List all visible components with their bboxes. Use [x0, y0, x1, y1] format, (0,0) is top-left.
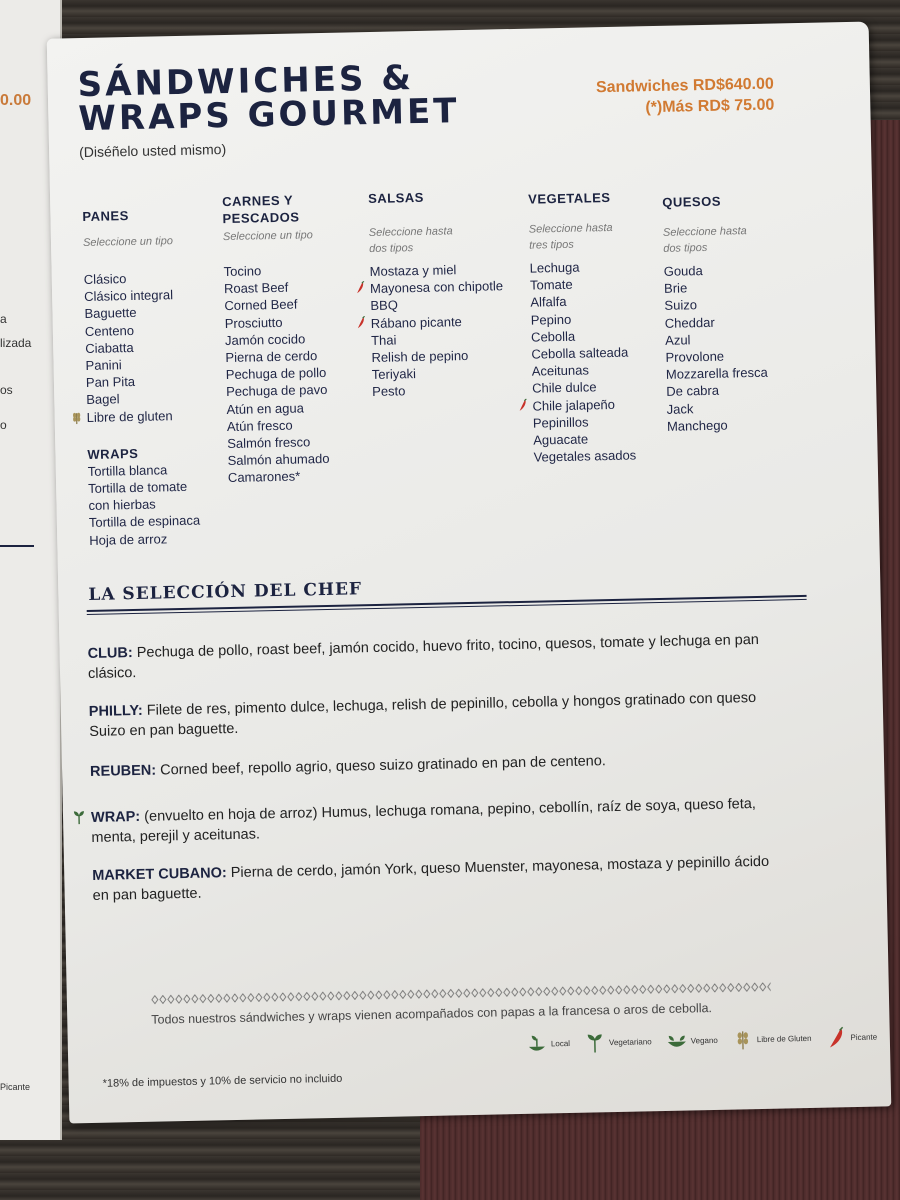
quesos-column: [662, 191, 807, 435]
previous-page-fragment: lizada: [0, 336, 32, 350]
list-item: Atún en agua: [226, 400, 305, 417]
chef-item-name: REUBEN:: [89, 762, 157, 780]
panes-heading: PANES: [82, 208, 129, 225]
chili-pepper-icon: [357, 316, 366, 329]
list-item: Aguacate: [533, 431, 589, 448]
chef-item-philly: [89, 688, 780, 742]
accompaniment-note: Todos nuestros sándwiches y wraps vienen acompañados con papas a la francesa o aros de cebolla.: [151, 1001, 713, 1027]
list-item: Pepino: [530, 311, 572, 328]
vegetales-hint-line-1: Seleccione hasta: [528, 221, 613, 236]
title-line-1: SÁNDWICHES &: [77, 58, 415, 106]
list-item: Azul: [665, 332, 691, 348]
list-item: Mostaza y miel: [369, 262, 457, 280]
extra-price: (*)Más RD$ 75.00: [645, 96, 775, 117]
list-item: Pesto: [372, 383, 406, 400]
list-item: con hierbas: [88, 496, 156, 514]
panes-hint: Seleccione un tipo: [82, 235, 174, 250]
list-item: Brie: [663, 280, 688, 297]
page-title: [77, 58, 460, 140]
chef-item-market-cubano: [92, 852, 783, 906]
menu-page: [47, 22, 892, 1124]
price-block: [596, 74, 775, 120]
chef-item-name: PHILLY:: [88, 702, 143, 720]
list-item: Tomate: [529, 276, 573, 293]
quesos-hint-line-1: Seleccione hasta: [662, 225, 747, 239]
list-item: Pan Pita: [85, 374, 136, 391]
salsas-hint: [369, 222, 530, 257]
panes-column: [82, 205, 219, 548]
list-item: Tocino: [223, 263, 262, 280]
salsas-hint-line-2: dos tipos: [369, 242, 414, 256]
chef-item-name: WRAP:: [90, 808, 141, 826]
carnes-hint: Seleccione un tipo: [222, 229, 313, 244]
chef-section-title: LA SELECCIÓN DEL CHEF: [88, 579, 363, 605]
previous-page-footer: Picante: [0, 1082, 31, 1092]
list-item: Roast Beef: [223, 279, 289, 297]
list-item: Clásico: [83, 271, 127, 288]
chef-item-reuben: [90, 748, 780, 782]
list-item: Chile dulce: [532, 379, 597, 397]
list-item: Gouda: [663, 263, 703, 279]
legend-label: Local: [550, 1038, 571, 1048]
list-item: Panini: [85, 357, 122, 373]
vegetales-hint: [529, 219, 670, 254]
previous-page-price: 0.00: [0, 92, 32, 109]
previous-page-fragment: a: [0, 312, 7, 326]
chef-item-description: Corned beef, repollo agrio, queso suizo gratinado en pan de centeno.: [160, 753, 607, 779]
list-item-label: Rábano picante: [370, 313, 462, 331]
salsas-heading: SALSAS: [367, 189, 425, 207]
list-item: Ciabatta: [85, 339, 134, 356]
title-line-2: WRAPS GOURMET: [77, 91, 460, 140]
chef-item-wrap: [91, 794, 782, 848]
legend: [526, 1026, 878, 1055]
list-item: BBQ: [370, 297, 399, 314]
tax-note: *18% de impuestos y 10% de servicio no incluido: [102, 1072, 343, 1090]
vegetales-heading: VEGETALES: [528, 189, 611, 207]
list-item: Pechuga de pavo: [226, 382, 328, 400]
carnes-heading-line-1: CARNES Y: [222, 192, 294, 210]
list-item: Relish de pepino: [371, 347, 469, 366]
list-item: Cebolla salteada: [531, 344, 629, 362]
list-item: Corned Beef: [224, 296, 298, 314]
legend-label: Vegetariano: [608, 1036, 652, 1047]
legend-local: [526, 1032, 571, 1055]
list-item: Prosciutto: [224, 314, 283, 331]
list-item: Tortilla blanca: [87, 462, 168, 479]
chef-item-description: Pechuga de pollo, roast beef, jamón cocido, huevo frito, tocino, quesos, tomate y lechuga en pan clásico.: [87, 631, 760, 682]
list-item: Manchego: [666, 417, 728, 434]
list-item-label: Chile jalapeño: [532, 396, 616, 414]
chef-item-club: [87, 630, 778, 684]
legend-label: Picante: [850, 1032, 878, 1042]
carnes-heading-line-2: PESCADOS: [222, 209, 300, 227]
local-icon: [526, 1032, 548, 1054]
quesos-hint: [663, 222, 804, 257]
page-subtitle: (Diséñelo usted mismo): [78, 140, 227, 161]
legend-gluten-free: [732, 1027, 812, 1051]
list-item-gluten-free: [86, 406, 216, 426]
legend-label: Libre de Gluten: [756, 1033, 812, 1044]
chili-pepper-icon: [518, 398, 527, 411]
list-item: De cabra: [666, 383, 720, 400]
list-item: Mozzarella fresca: [665, 364, 768, 383]
chef-item-description: Pierna de cerdo, jamón York, queso Muenster, mayonesa, mostaza y pepinillo ácido en pan baguette.: [92, 853, 770, 904]
list-item: Vegetales asados: [533, 447, 637, 465]
list-item: Jack: [666, 400, 694, 417]
list-item-label: Libre de gluten: [86, 407, 173, 425]
carnes-heading: [222, 190, 363, 227]
list-item: Hoja de arroz: [89, 530, 168, 548]
spicy-icon: [825, 1026, 847, 1048]
list-item: Jamón cocido: [224, 331, 306, 348]
list-item: Baguette: [84, 305, 137, 322]
previous-page-rule: [0, 545, 34, 547]
list-item: Thai: [370, 332, 397, 348]
chef-item-description: (envuelto en hoja de arroz) Humus, lechuga romana, pepino, cebollín, raíz de soya, queso feta, menta, perejil y aceitunas.: [91, 796, 757, 846]
list-item-label: Mayonesa con chipotle: [369, 278, 504, 297]
legend-spicy: [825, 1026, 877, 1049]
vegan-icon: [665, 1030, 687, 1052]
salsas-hint-line-1: Seleccione hasta: [368, 225, 453, 240]
list-item: Cebolla: [530, 328, 576, 345]
legend-label: Vegano: [690, 1035, 718, 1045]
list-item: Tortilla de tomate: [88, 478, 188, 496]
quesos-list: [664, 260, 808, 435]
list-item: Centeno: [84, 322, 135, 339]
salsas-column: [368, 187, 532, 401]
list-item: Tortilla de espinaca: [88, 513, 201, 531]
quesos-heading: QUESOS: [662, 193, 722, 210]
vegetales-hint-line-2: tres tipos: [529, 238, 574, 252]
list-item: Aceitunas: [531, 362, 590, 379]
previous-page-fragment: o: [0, 418, 7, 432]
chef-item-name: CLUB:: [87, 645, 133, 663]
list-item: Salmón fresco: [227, 434, 311, 452]
list-item: Alfalfa: [530, 294, 567, 311]
wraps-heading: WRAPS: [87, 445, 139, 462]
wraps-list: [88, 460, 220, 549]
list-item: Atún fresco: [226, 417, 293, 434]
quesos-hint-line-2: dos tipos: [663, 241, 708, 255]
sandwich-price: Sandwiches RD$640.00: [595, 75, 775, 97]
list-item: Salmón ahumado: [227, 451, 330, 469]
list-item: Pechuga de pollo: [225, 365, 327, 383]
previous-page-fragment: os: [0, 383, 13, 397]
list-item: Bagel: [86, 391, 120, 408]
list-item: Clásico integral: [83, 287, 174, 305]
chef-item-name: MARKET CUBANO:: [92, 865, 227, 884]
legend-vegetarian: [584, 1030, 652, 1053]
list-item: Teriyaki: [371, 366, 417, 383]
list-item: Cheddar: [664, 314, 715, 331]
legend-vegan: [665, 1029, 718, 1052]
sprout-icon: [73, 810, 85, 824]
carnes-list: [223, 260, 368, 487]
panes-list: [84, 268, 217, 426]
list-item: Camarones*: [227, 468, 301, 486]
list-item: Suizo: [664, 297, 698, 314]
list-item: Pepinillos: [532, 414, 589, 431]
vegetarian-icon: [584, 1031, 606, 1053]
list-item: Provolone: [665, 348, 725, 365]
list-item: Pierna de cerdo: [225, 348, 318, 366]
chili-pepper-icon: [356, 281, 365, 294]
gluten-free-icon: [732, 1028, 754, 1050]
carnes-column: [222, 190, 368, 487]
salsas-list: [369, 260, 532, 401]
vegetales-list: [529, 257, 673, 466]
vegetales-column: [528, 188, 674, 466]
list-item: Lechuga: [529, 259, 580, 276]
wheat-icon: [71, 410, 83, 424]
chef-item-description: Filete de res, pimento dulce, lechuga, relish de pepinillo, cebolla y hongos gratinado con queso Suizo en pan baguette.: [89, 690, 757, 740]
